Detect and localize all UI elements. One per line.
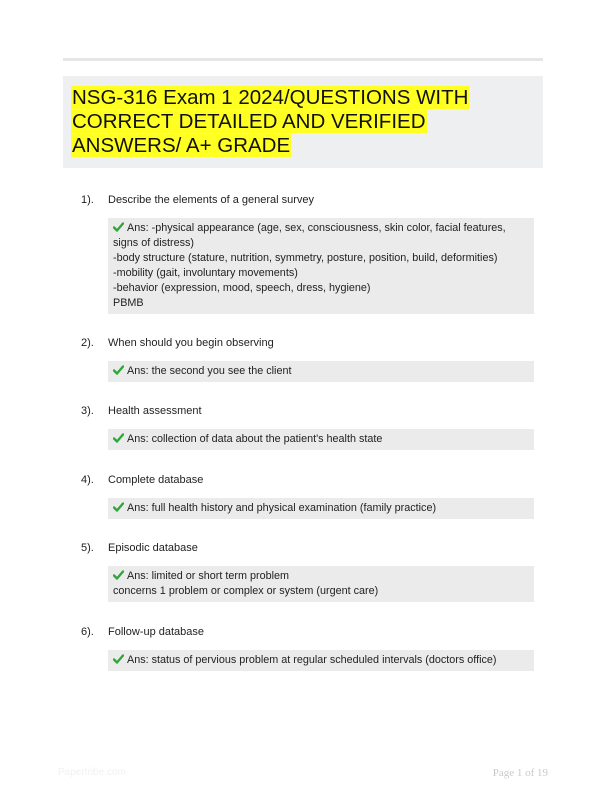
question-number: 6). [81, 626, 94, 638]
answer-box [108, 361, 534, 382]
answer-line [113, 221, 529, 251]
question-text: Follow-up database [108, 626, 205, 638]
answer-line: -mobility (gait, involuntary movements) [113, 267, 298, 279]
check-icon [113, 502, 124, 512]
answer-line [113, 364, 529, 379]
question-number: 5). [81, 542, 94, 554]
answer-text: Ans: the second you see the client [127, 365, 292, 377]
footer-watermark: Papertribe.com [58, 767, 126, 778]
question-number: 2). [81, 337, 94, 349]
answer-line [113, 501, 529, 516]
check-icon [113, 365, 124, 375]
answer-box [108, 218, 534, 314]
title-banner [63, 76, 543, 168]
answer-line: concerns 1 problem or complex or system (urgent care) [113, 585, 379, 597]
question-text: Health assessment [108, 405, 202, 417]
answer-text: Ans: -physical appearance (age, sex, consciousness, skin color, facial features, signs of distress) [113, 222, 509, 249]
answer-text: Ans: collection of data about the patient's health state [127, 433, 383, 445]
question-number: 1). [81, 194, 94, 206]
answer-line: -behavior (expression, mood, speech, dress, hygiene) [113, 282, 371, 294]
top-divider [63, 58, 543, 61]
question-text: When should you begin observing [108, 337, 274, 349]
answer-text: Ans: limited or short term problem [127, 570, 290, 582]
check-icon [113, 433, 124, 443]
answer-box [108, 650, 534, 671]
document-title-text: NSG-316 Exam 1 2024/QUESTIONS WITH CORRECT DETAILED AND VERIFIED ANSWERS/ A+ GRADE [72, 86, 469, 157]
answer-line: -body structure (stature, nutrition, symmetry, posture, position, build, deformities) [113, 252, 498, 264]
question-text: Episodic database [108, 542, 198, 554]
check-icon [113, 570, 124, 580]
answer-line: PBMB [113, 297, 144, 309]
answer-text: Ans: status of pervious problem at regular scheduled intervals (doctors office) [127, 654, 497, 666]
answer-box [108, 498, 534, 519]
page-indicator: Page 1 of 19 [492, 767, 548, 779]
check-icon [113, 654, 124, 664]
question-text: Complete database [108, 474, 204, 486]
answer-box [108, 429, 534, 450]
question-number: 4). [81, 474, 94, 486]
question-number: 3). [81, 405, 94, 417]
answer-line [113, 432, 529, 447]
answer-box [108, 566, 534, 602]
question-text: Describe the elements of a general survey [108, 194, 315, 206]
answer-line [113, 569, 529, 584]
answer-text: Ans: full health history and physical examination (family practice) [127, 502, 437, 514]
document-title [71, 86, 535, 158]
answer-line [113, 653, 529, 668]
check-icon [113, 222, 124, 232]
